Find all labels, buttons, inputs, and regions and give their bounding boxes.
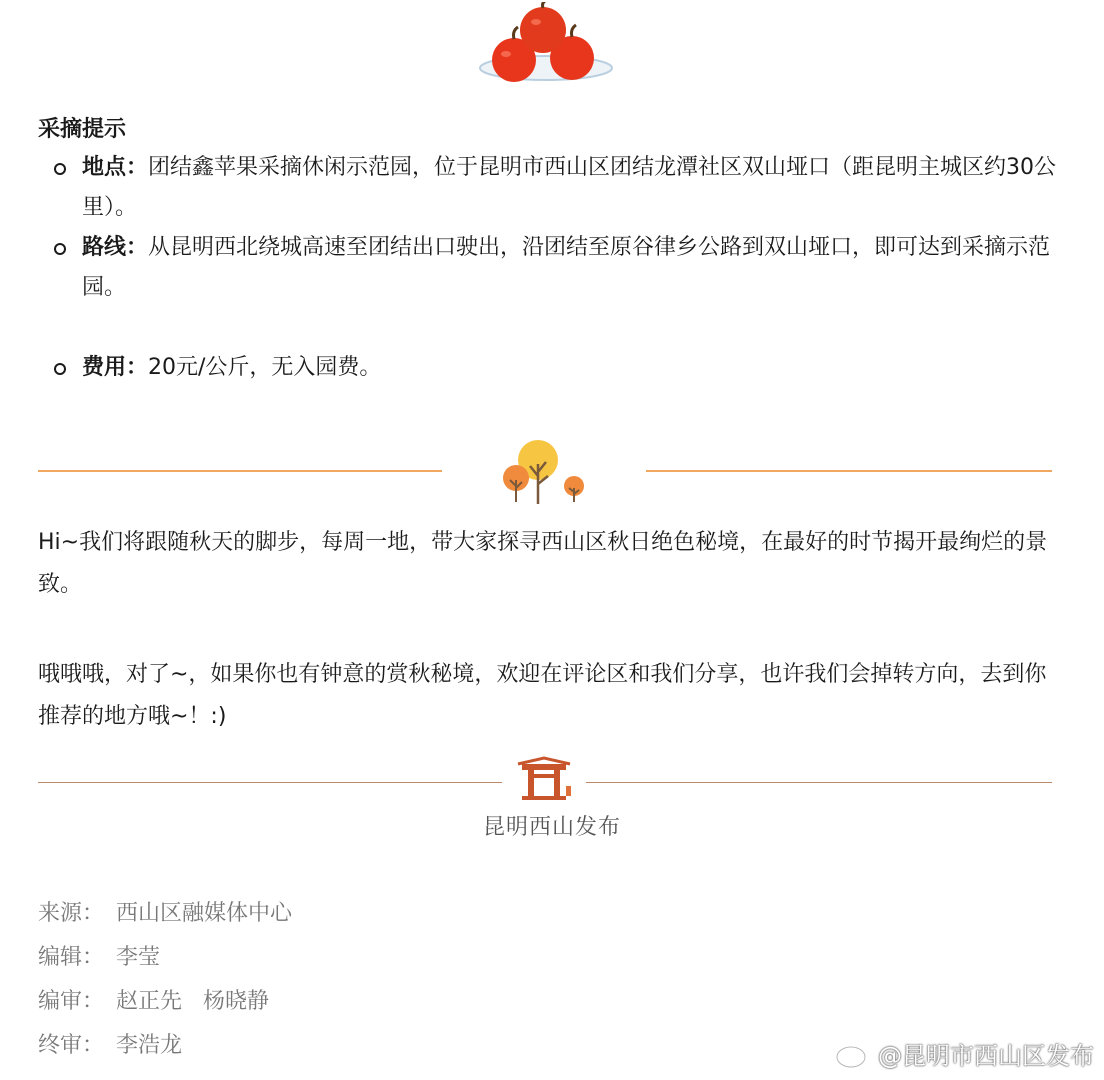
invite-paragraph: 哦哦哦，对了~，如果你也有钟意的赏秋秘境，欢迎在评论区和我们分享，也许我们会掉转方向，去到你推荐的地方哦~！:)	[38, 662, 1047, 729]
autumn-trees-icon	[496, 436, 596, 508]
footer-divider-left	[38, 782, 502, 783]
credit-row	[38, 1024, 292, 1068]
credit-row	[38, 980, 292, 1024]
brand-name: 昆明西山发布	[482, 815, 621, 840]
footer-divider-right	[586, 782, 1052, 783]
list-item	[38, 148, 1058, 228]
item-text: 20元/公斤，无入园费。	[148, 355, 382, 380]
watermark-text: @昆明市西山区发布	[878, 1042, 1094, 1070]
item-text: 从昆明西北绕城高速至团结出口驶出，沿团结至原谷律乡公路到双山垭口，即可达到采摘示范园。	[82, 235, 1051, 300]
tips-list	[38, 148, 1058, 388]
item-label: 地点：	[82, 155, 149, 180]
divider-left	[38, 470, 442, 472]
divider-right	[646, 470, 1052, 472]
credit-value: 李浩龙	[116, 1033, 183, 1058]
credit-value: 西山区融媒体中心	[116, 901, 293, 926]
credit-key: 编审：	[38, 989, 105, 1014]
credit-value: 赵正先 杨晓静	[116, 989, 269, 1014]
credits	[38, 892, 292, 1068]
credit-key: 终审：	[38, 1033, 105, 1058]
bullet-circle-icon	[54, 163, 66, 175]
item-label: 路线：	[82, 235, 149, 260]
section-title: 采摘提示	[38, 117, 127, 142]
credit-key: 来源：	[38, 901, 105, 926]
credit-value: 李莹	[116, 945, 161, 970]
apples-icon	[476, 2, 616, 86]
gate-icon	[516, 756, 572, 802]
credit-row	[38, 936, 292, 980]
list-item	[38, 348, 1058, 388]
watermark	[834, 1036, 1094, 1071]
credit-key: 编辑：	[38, 945, 105, 970]
list-item	[38, 228, 1058, 308]
bullet-circle-icon	[54, 363, 66, 375]
item-label: 费用：	[82, 355, 149, 380]
bullet-circle-icon	[54, 243, 66, 255]
intro-paragraph: Hi~我们将跟随秋天的脚步，每周一地，带大家探寻西山区秋日绝色秘境，在最好的时节揭开最绚烂的景致。	[38, 530, 1048, 597]
weibo-icon	[834, 1039, 874, 1069]
credit-row	[38, 892, 292, 936]
item-text: 团结鑫苹果采摘休闲示范园，位于昆明市西山区团结龙潭社区双山垭口（距昆明主城区约30公里）。	[82, 155, 1057, 220]
